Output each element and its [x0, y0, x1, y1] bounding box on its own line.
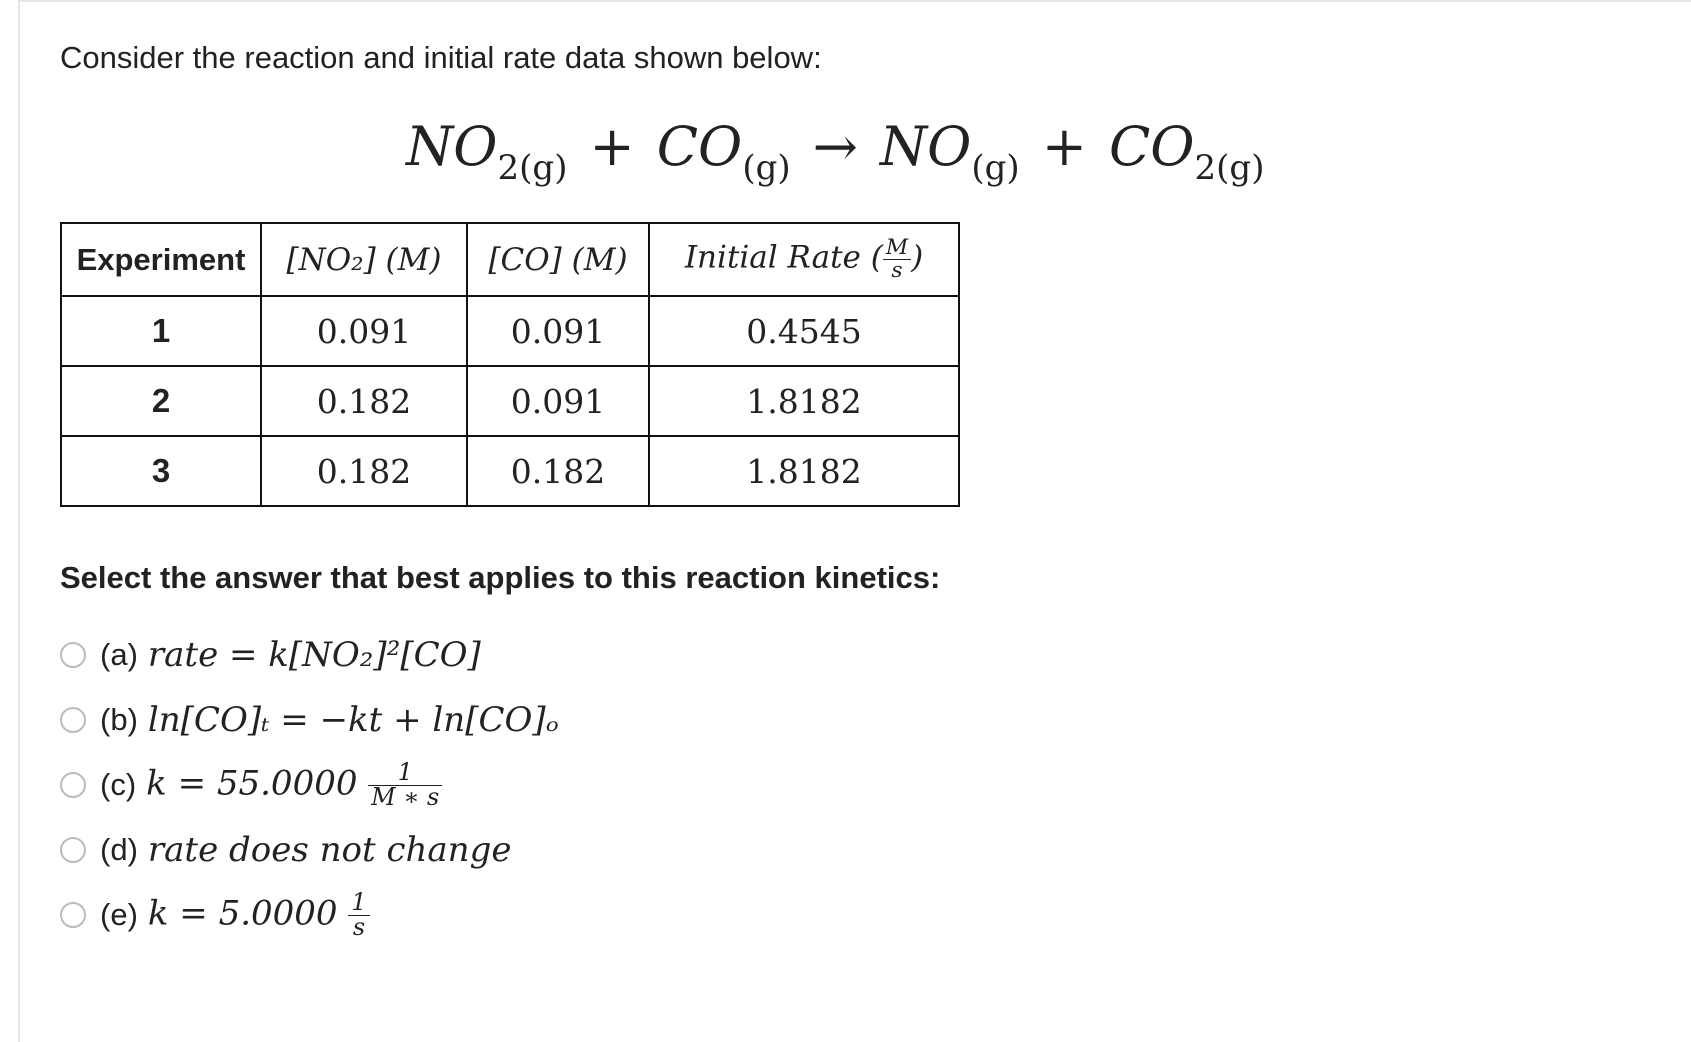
option-b-expression: ln[CO]ₜ = −kt + ln[CO]ₒ [147, 700, 559, 740]
table-row [61, 296, 959, 366]
option-b[interactable] [60, 695, 559, 745]
option-c[interactable] [60, 757, 442, 811]
header-experiment: Experiment [61, 223, 261, 296]
option-e-expression: k = 5.0000 $\frac{1}{s}$ [148, 891, 370, 940]
option-a-expression: rate = k[NO₂]²[CO] [147, 635, 481, 675]
table-row [61, 436, 959, 506]
option-e[interactable] [60, 887, 370, 941]
option-letter: (c) [100, 767, 137, 802]
plus-sign: + [589, 115, 635, 178]
question-prompt: Select the answer that best applies to this reaction kinetics: [60, 560, 941, 595]
product-no: $NO_{(g)}$ [879, 115, 1020, 188]
reactant-co: $CO_{(g)}$ [656, 115, 791, 188]
product-co2: $CO_{2(g)}$ [1108, 115, 1265, 188]
header-no2-concentration: [NO₂] (M) [261, 223, 467, 296]
intro-text: Consider the reaction and initial rate data shown below: [60, 40, 822, 75]
radio-button-a[interactable] [60, 642, 86, 668]
rate-data-table [60, 222, 960, 507]
option-letter: (d) [100, 832, 138, 867]
header-co-concentration: [CO] (M) [467, 223, 649, 296]
rate-cell: 1.8182 [649, 366, 959, 436]
option-c-expression: k = 55.0000 $\frac{1}{M ∗ s}$ [146, 761, 442, 810]
radio-button-c[interactable] [60, 772, 86, 798]
radio-button-b[interactable] [60, 707, 86, 733]
no2-cell: 0.091 [261, 296, 467, 366]
experiment-cell: 1 [61, 296, 261, 366]
header-initial-rate: Initial Rate ( $\frac{M}{s}$ ) [649, 223, 959, 296]
plus-sign: + [1041, 115, 1087, 178]
option-d-expression: rate does not change [147, 830, 512, 870]
radio-button-d[interactable] [60, 837, 86, 863]
no2-cell: 0.182 [261, 366, 467, 436]
reaction-arrow: → [812, 115, 858, 178]
no2-cell: 0.182 [261, 436, 467, 506]
experiment-cell: 2 [61, 366, 261, 436]
option-e-unit-fraction: $\frac{1}{s}$ [348, 891, 369, 940]
option-c-unit-fraction: $\frac{1}{M ∗ s}$ [368, 761, 442, 810]
rate-cell: 1.8182 [649, 436, 959, 506]
rate-unit-fraction: $\frac{M}{s}$ [883, 237, 911, 281]
co-cell: 0.091 [467, 296, 649, 366]
experiment-cell: 3 [61, 436, 261, 506]
table-header-row [61, 223, 959, 296]
radio-button-e[interactable] [60, 902, 86, 928]
option-letter: (a) [100, 637, 138, 672]
table-row [61, 366, 959, 436]
co-cell: 0.091 [467, 366, 649, 436]
option-letter: (e) [100, 897, 138, 932]
reaction-equation [406, 115, 1264, 188]
reactant-no2: $NO_{2(g)}$ [406, 115, 568, 188]
option-letter: (b) [100, 702, 138, 737]
option-a[interactable] [60, 630, 481, 680]
option-d[interactable] [60, 825, 511, 875]
co-cell: 0.182 [467, 436, 649, 506]
rate-cell: 0.4545 [649, 296, 959, 366]
